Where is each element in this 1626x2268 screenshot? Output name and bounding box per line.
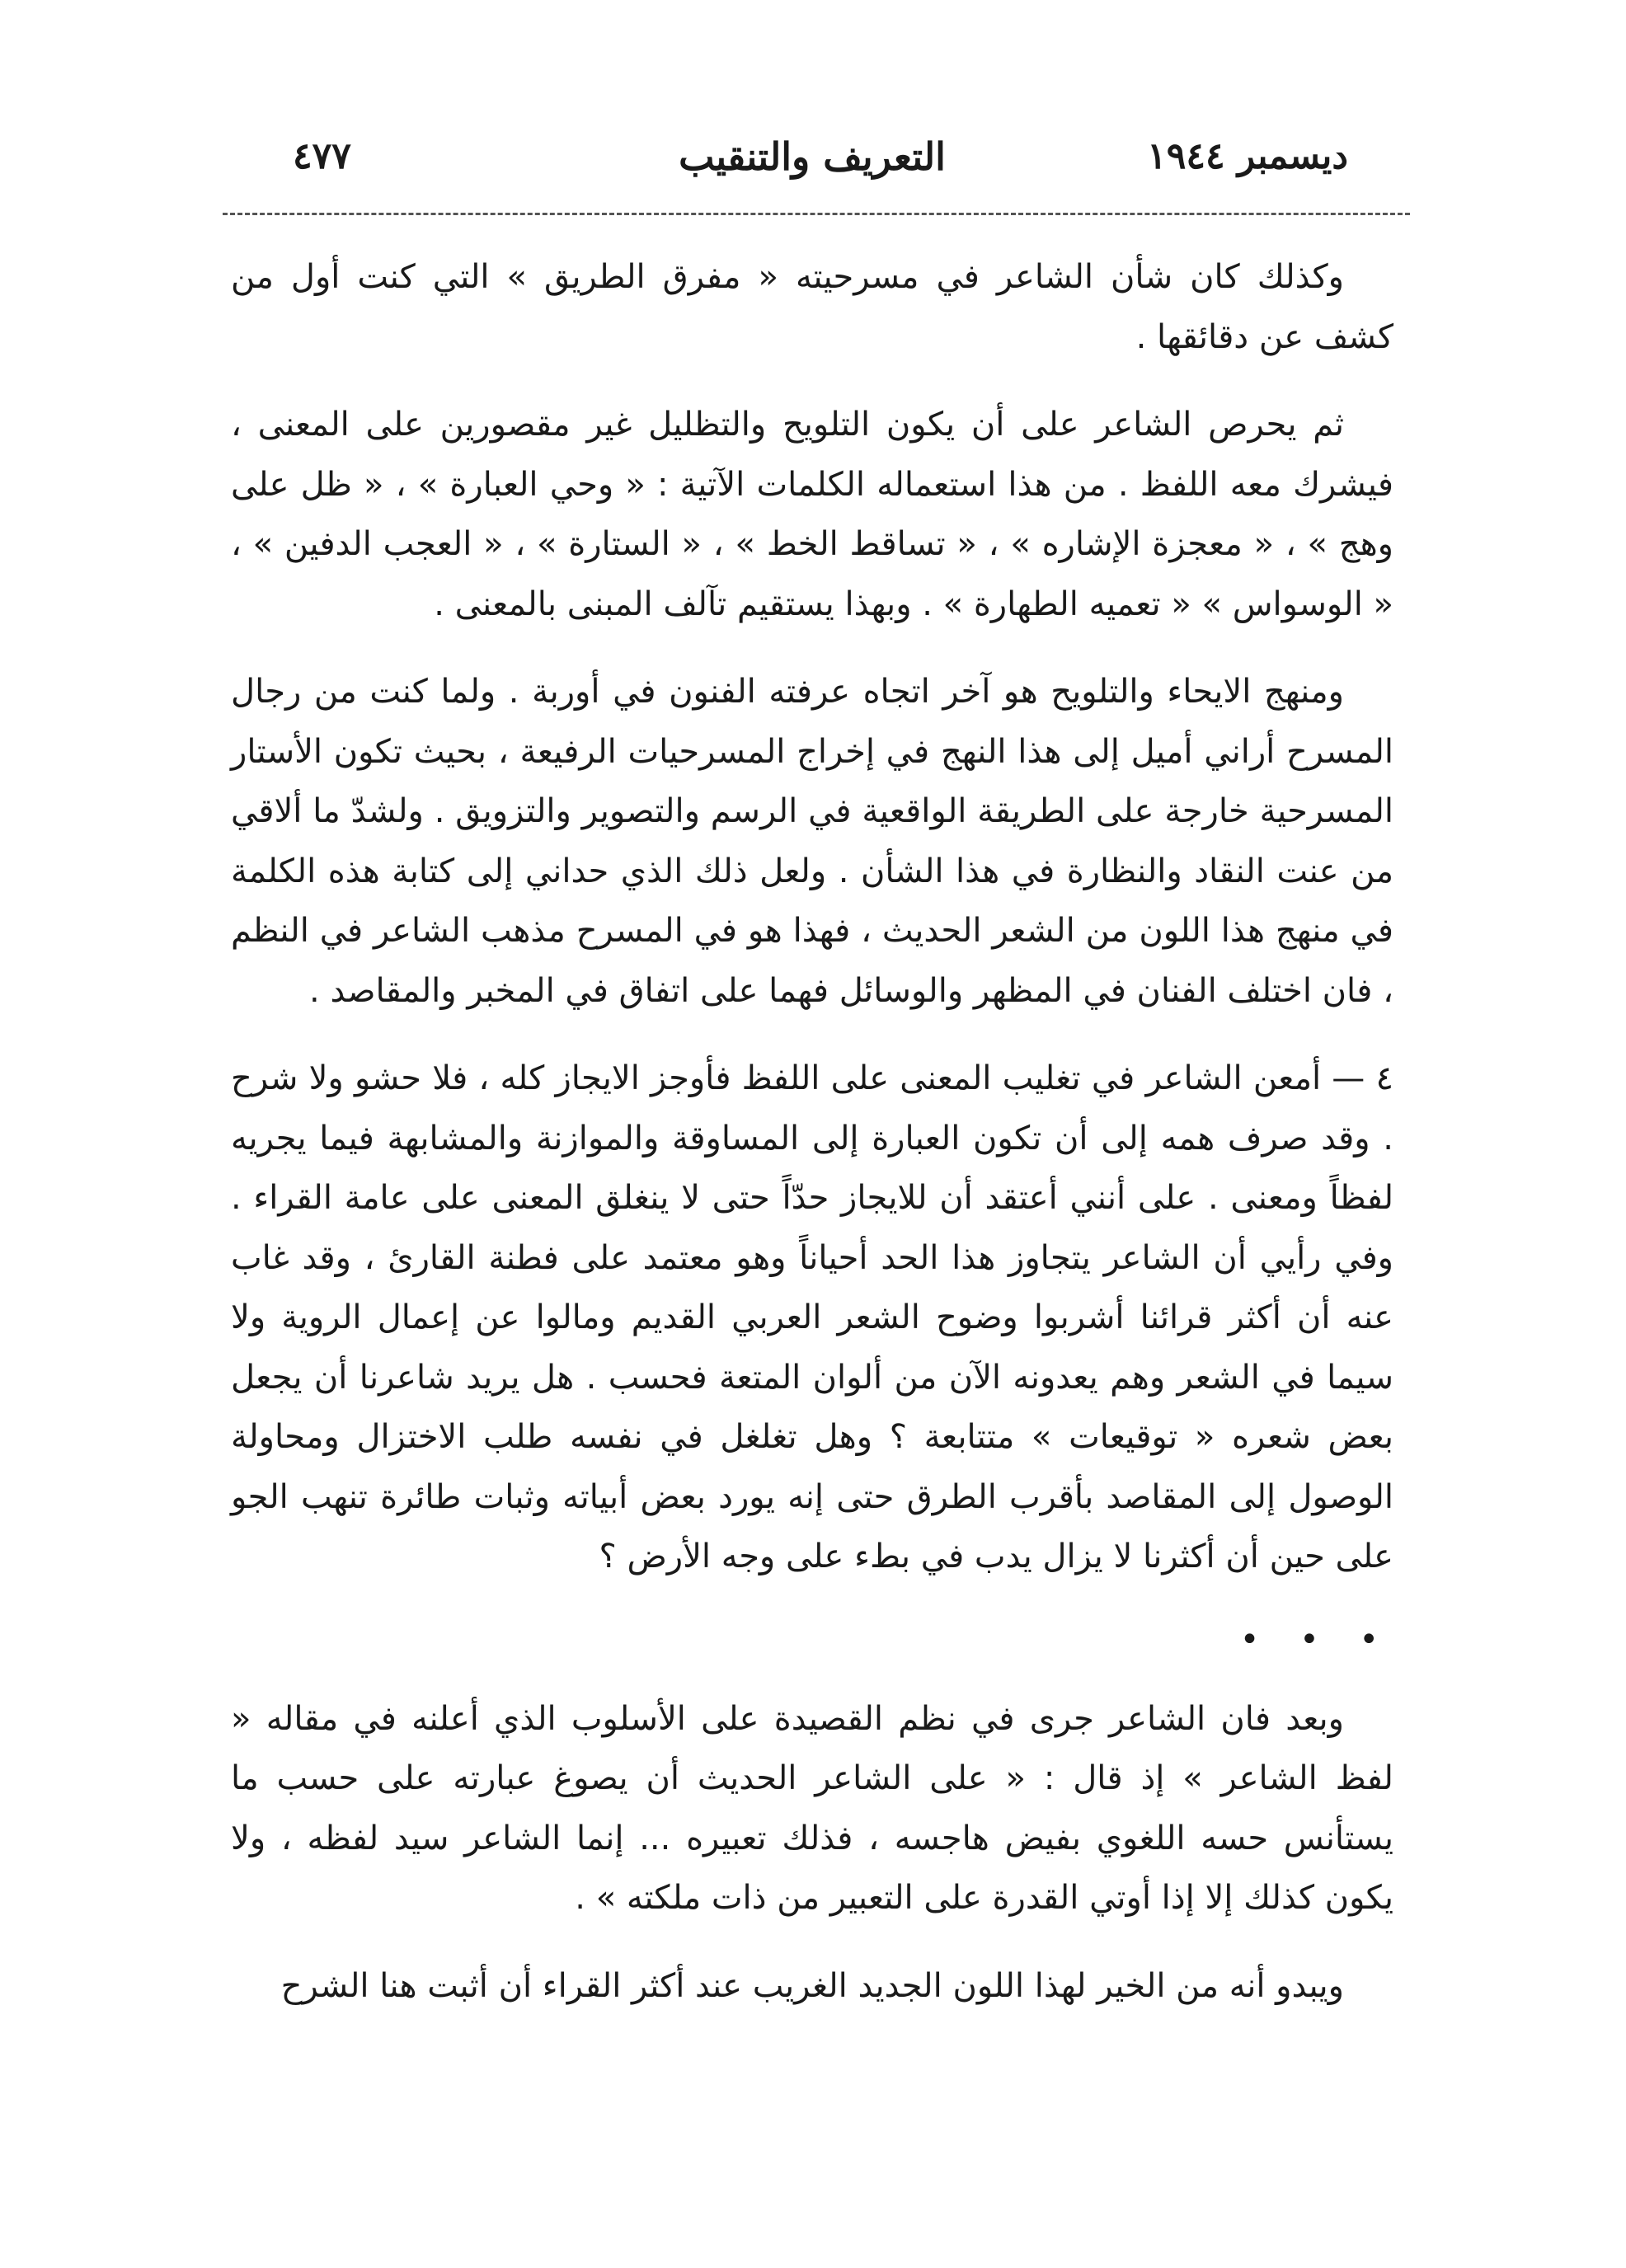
issue-date: ديسمبر ١٩٤٤: [1147, 135, 1348, 177]
running-title: التعريف والتنقيب: [679, 134, 946, 179]
page-number: ٤٧٧: [293, 135, 351, 177]
section-divider: • • •: [1239, 1620, 1393, 1659]
paragraph-5: وبعد فان الشاعر جرى في نظم القصيدة على الأسلوب الذي أعلنه في مقاله « لفظ الشاعر » إذ قال : « على الشاعر الحديث أن يصوغ عبارته على حسب ما يستأنس حسه اللغوي بفيض هاجسه ، فذلك تعبيره ... إنما الشاعر سيد لفظه ، ولا يكون كذلك إلا إذا أوتي القدرة على التعبير من ذات ملكته » .: [231, 1699, 1393, 1917]
paragraph-2: ثم يحرص الشاعر على أن يكون التلويح والتظليل غير مقصورين على المعنى ، فيشرك معه اللفظ . من هذا استعماله الكلمات الآتية : « وحي العبارة » ، « ظل على وهج » ، « معجزة الإشاره » ، « تساقط الخط » ، « الستارة » ، « العجب الدفين » ، « الوسواس » « تعميه الطهارة » . وبهذا يستقيم تآلف المبنى بالمعنى .: [231, 406, 1393, 623]
paragraph-1: وكذلك كان شأن الشاعر في مسرحيته « مفرق الطريق » التي كنت أول من كشف عن دقائقها .: [231, 258, 1393, 356]
header-rule: [223, 213, 1410, 215]
article-body: [231, 247, 1393, 2044]
paragraph-6: ويبدو أنه من الخير لهذا اللون الجديد الغريب عند أكثر القراء أن أثبت هنا الشرح: [280, 1966, 1344, 2005]
running-header: [227, 124, 1398, 198]
paragraph-4: ٤ — أمعن الشاعر في تغليب المعنى على اللفظ فأوجز الايجاز كله ، فلا حشو ولا شرح . وقد صرف همه إلى أن تكون العبارة إلى المساوقة والموازنة والمشابهة فيما يجريه لفظاً ومعنى . على أنني أعتقد أن للايجاز حدّاً حتى لا ينغلق المعنى على عامة القراء . وفي رأيي أن الشاعر يتجاوز هذا الحد أحياناً وهو معتمد على فطنة القارئ ، وقد غاب عنه أن أكثر قرائنا أشربوا وضوح الشعر العربي القديم ومالوا عن إعمال الروية ولا سيما في الشعر وهم يعدونه الآن من ألوان المتعة فحسب . هل يريد شاعرنا أن يجعل بعض شعره « توقيعات » متتابعة ؟ وهل تغلغل في نفسه طلب الاختزال ومحاولة الوصول إلى المقاصد بأقرب الطرق حتى إنه يورد بعض أبياته وثبات طائرة تنهب الجو على حين أن أكثرنا لا يزال يدب في بطء على وجه الأرض ؟: [231, 1059, 1393, 1575]
paragraph-3: ومنهج الايحاء والتلويح هو آخر اتجاه عرفته الفنون في أوربة . ولما كنت من رجال المسرح أراني أميل إلى هذا النهج في إخراج المسرحيات الرفيعة ، بحيث تكون الأستار المسرحية خارجة على الطريقة الواقعية في الرسم والتصوير والتزويق . ولشدّ ما ألاقي من عنت النقاد والنظارة في هذا الشأن . ولعل ذلك الذي حداني إلى كتابة هذه الكلمة في منهج هذا اللون من الشعر الحديث ، فهذا هو في المسرح مذهب الشاعر في النظم ، فان اختلف الفنان في المظهر والوسائل فهما على اتفاق في المخبر والمقاصد .: [231, 673, 1393, 1010]
